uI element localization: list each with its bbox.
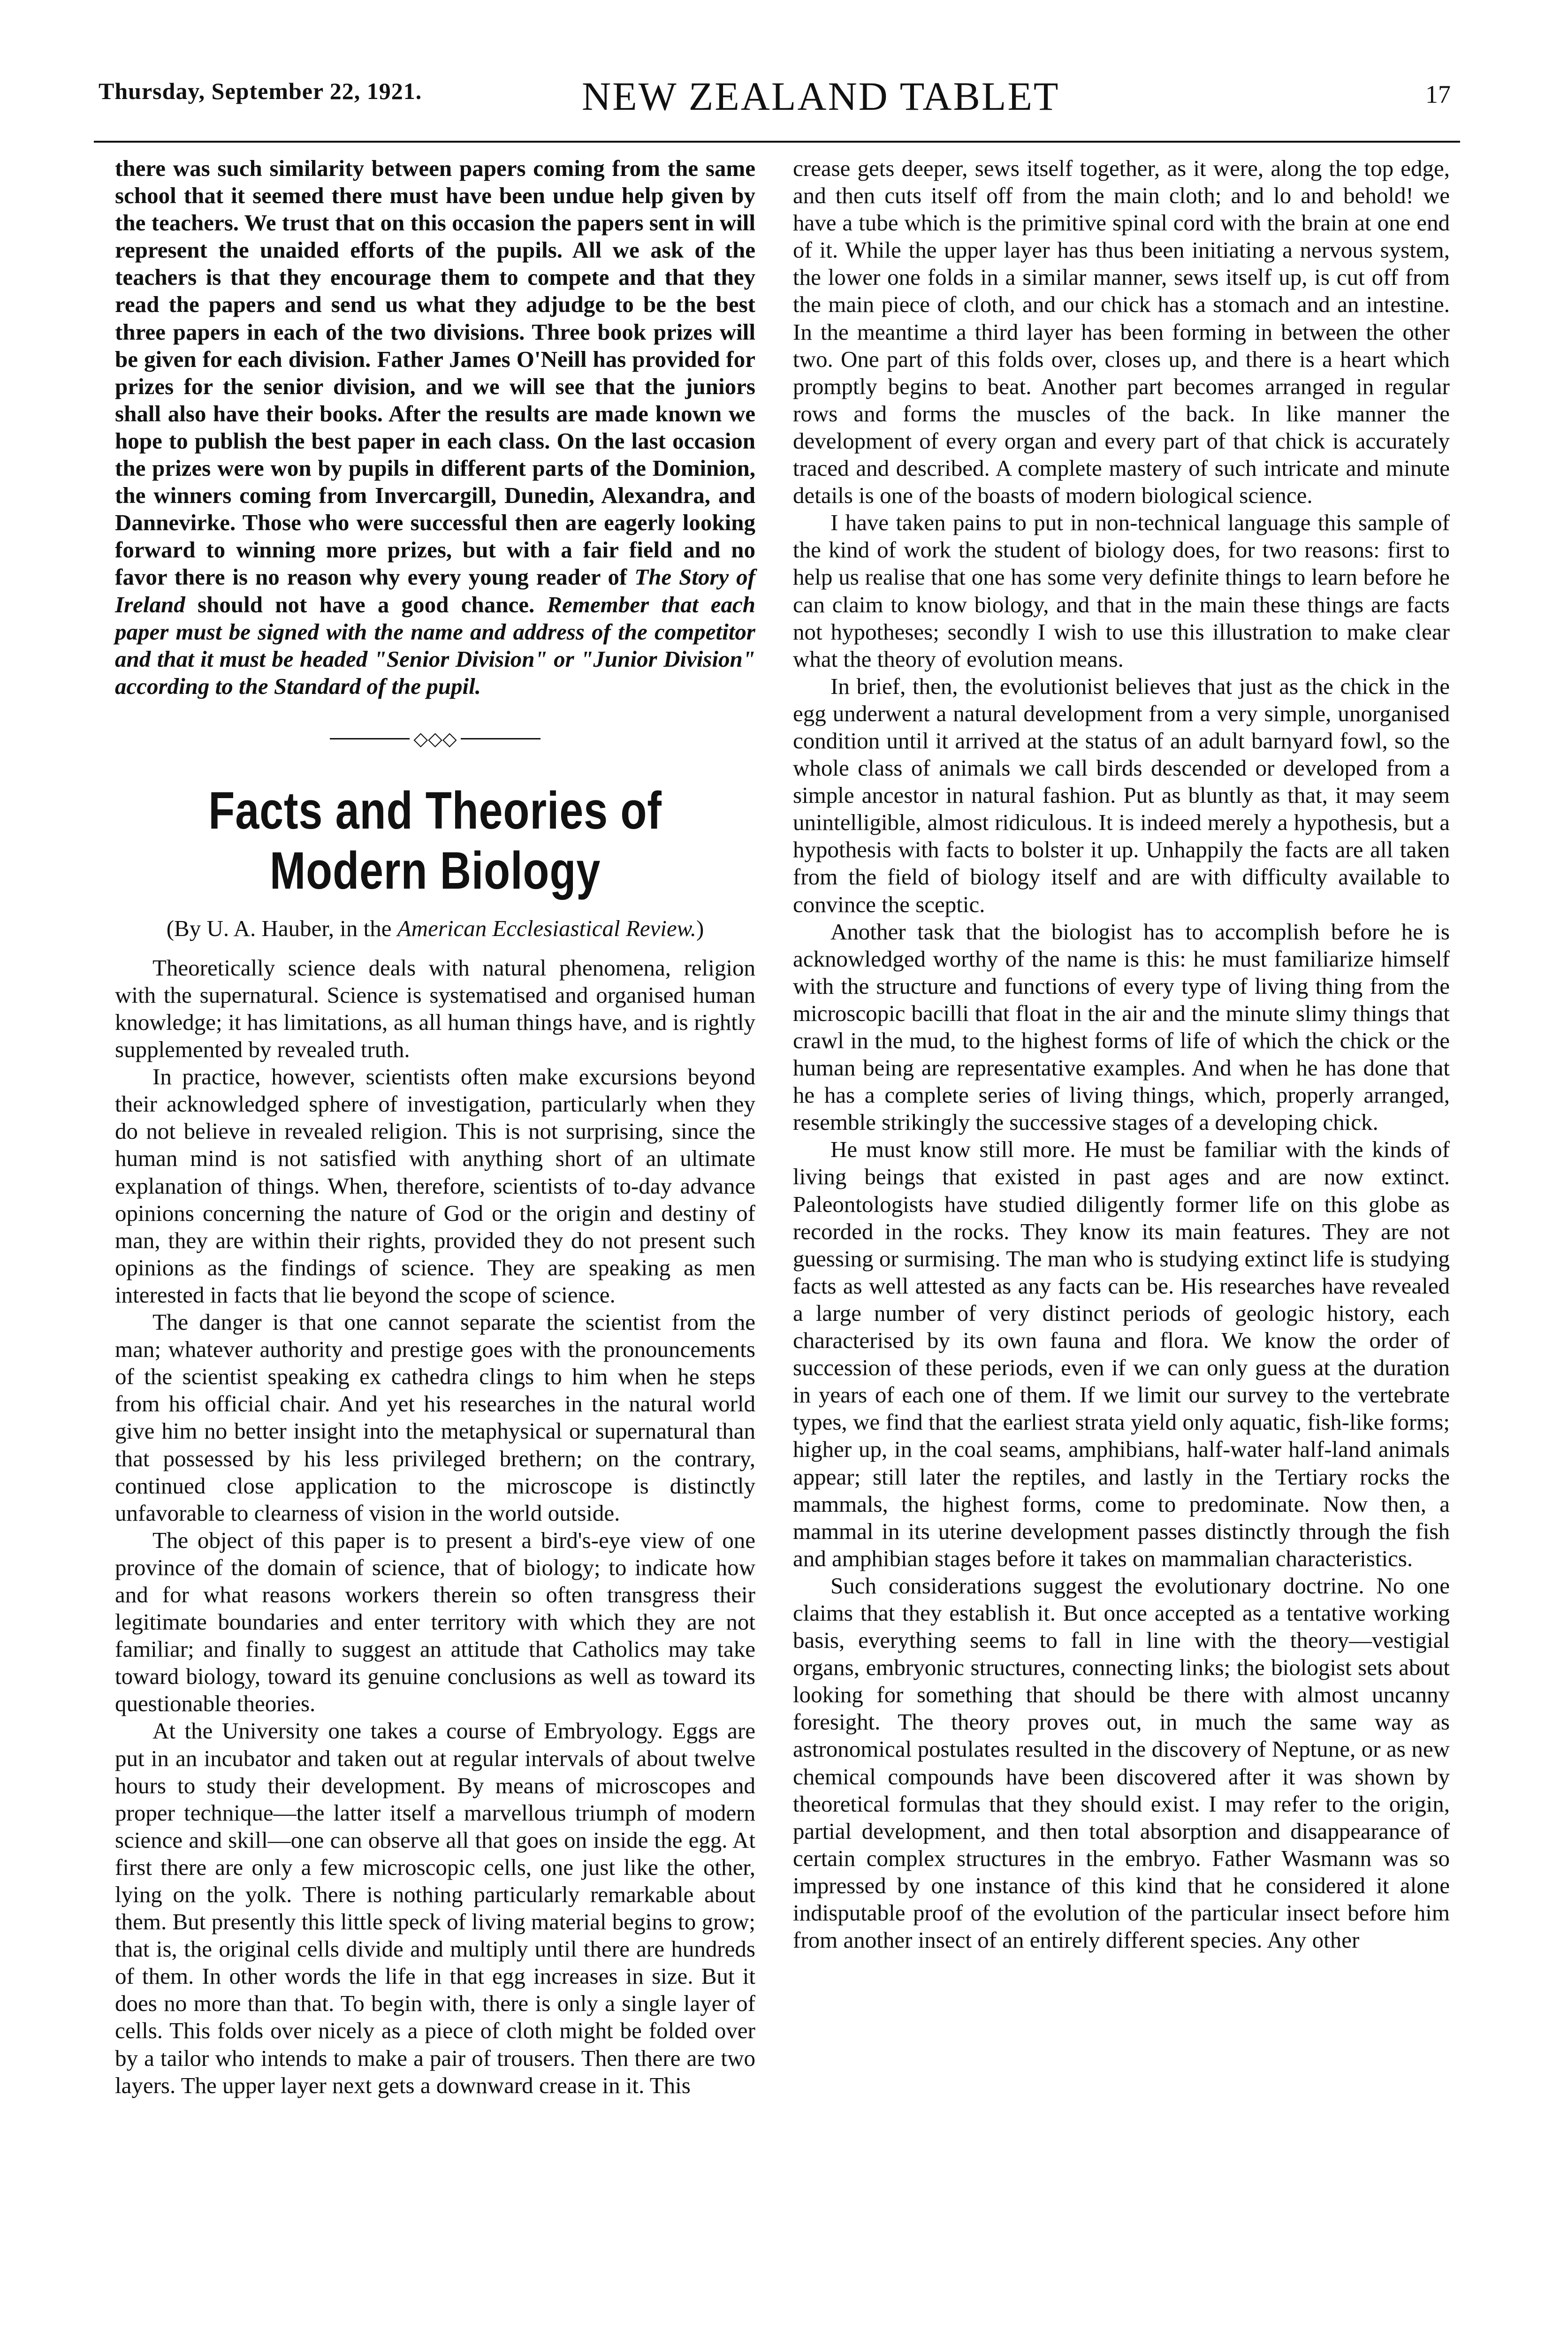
left-column	[115, 155, 755, 2099]
header-date: Thursday, September 22, 1921.	[99, 78, 422, 104]
section-ornament	[115, 724, 755, 753]
byline	[115, 915, 755, 942]
right-column	[793, 155, 1450, 1954]
intro-text: there was such similarity between papers coming from the same school that it seemed there must have been undue help given by the teachers. We trust that on this occasion the papers sent in will represent the unaided efforts of the pupils. All we ask of the teachers is that they encourage them to compete and that they read the papers and send us what they adjudge to be the best three papers in each of the two divisions. Three book prizes will be given for each division. Father James O'Neill has provided for prizes for the senior division, and we will see that the juniors shall also have their books. After the results are made known we hope to publish the best paper in each class. On the last occasion the prizes were won by pupils in different parts of the Dominion, the winners coming from Invercargill, Dunedin, Alexandra, and Dannevirke. Those who were successful then are eagerly looking forward to winning more prizes, but with a fair field and no favor there is no reason why every young reader of	[115, 155, 755, 590]
ornament-diamonds: ◇◇◇	[413, 728, 457, 749]
intro-tail: should not have a good chance.	[185, 591, 547, 617]
header-title: NEW ZEALAND TABLET	[582, 74, 1060, 119]
intro-instructions: Remember that each paper must be signed with the name and address of the competitor and that it must be headed "Senior Division" or "Junior Division" according to the Standard of the pupil.	[115, 591, 755, 699]
paragraph: He must know still more. He must be familiar with the kinds of living beings that existed in past ages and are now extinct. Paleontologists have studied diligently former life on this globe as recorded in the rocks. They know its main features. They are not guessing or surmising. The man who is studying extinct life is studying facts as well attested as any facts can be. His researches have revealed a large number of very distinct periods of geologic history, each characterised by its own fauna and flora. We know the order of succession of these periods, even if we can only guess at the duration in years of each one of them. If we limit our survey to the vertebrate types, we find that the earliest strata yield only aquatic, fish-like forms; higher up, in the coal seams, amphibians, half-water half-land animals appear; still later the reptiles, and lastly in the Tertiary rocks the mammals, the highest forms, come to predominate. Now then, a mammal in its uterine development passes distinctly through the fish and amphibian stages before it takes on mammalian characteristics.	[793, 1136, 1450, 1571]
paragraph: Such considerations suggest the evolutionary doctrine. No one claims that they establish it. But once accepted as a tentative working basis, everything seems to fall in line with the theory—vestigial organs, embryonic structures, connecting links; the biologist sets about looking for something that should be there with almost uncanny foresight. The theory proves out, in much the same way as astronomical postulates resulted in the discovery of Neptune, or as new chemical compounds have been discovered after it was shown by theoretical formulas that they should exist. I may refer to the origin, partial development, and then total absorption and disappearance of certain complex structures in the embryo. Father Wasmann was so impressed by one instance of this kind that he considered it alone indisputable proof of the evolution of the particular insect before him from another insect of an entirely different species. Any other	[793, 1572, 1450, 1953]
ornament-rule-left	[330, 738, 410, 739]
intro-paragraph	[115, 155, 755, 700]
ornament-rule-right	[461, 738, 540, 739]
header-divider	[94, 141, 1460, 143]
byline-source: American Ecclesiastical Review.	[397, 915, 696, 941]
paragraph: In brief, then, the evolutionist believes that just as the chick in the egg underwent a natural development from a very simple, unorganised condition until it arrived at the status of an adult barnyard fowl, so the whole class of animals we call birds descended or developed from a simple ancestor in natural fashion. Put as bluntly as that, it may seem unintelligible, almost ridiculous. It is indeed merely a hypothesis, but a hypothesis with facts to bolster it up. Unhappily the facts are all taken from the field of biology itself and are with difficulty available to convince the sceptic.	[793, 673, 1450, 917]
byline-suffix: )	[696, 915, 704, 941]
paragraph: The object of this paper is to present a bird's-eye view of one province of the domain of science, that of biology; to indicate how and for what reasons workers therein so often transgress their legitimate boundaries and enter territory with which they are not familiar; and finally to suggest an attitude that Catholics may take toward biology, toward its genuine conclusions as well as toward its questionable theories.	[115, 1527, 755, 1717]
paragraph: crease gets deeper, sews itself together, as it were, along the top edge, and then cuts itself off from the main cloth; and lo and behold! we have a tube which is the primitive spinal cord with the brain at one end of it. While the upper layer has thus been initiating a nervous system, the lower one folds in a similar manner, sews itself up, is cut off from the main piece of cloth, and our chick has a stomach and an intestine. In the meantime a third layer has been forming in between the other two. One part of this folds over, closes up, and there is a heart which promptly begins to beat. Another part becomes arranged in regular rows and forms the muscles of the back. In like manner the development of every organ and every part of that chick is accurately traced and described. A complete mastery of such intricate and minute details is one of the boasts of modern biological science.	[793, 155, 1450, 509]
paragraph: I have taken pains to put in non-technical language this sample of the kind of work the student of biology does, for two reasons: first to help us realise that one has some very definite things to learn before he can claim to know biology, and that in the main these things are facts not hypotheses; secondly I wish to use this illustration to make clear what the theory of evolution means.	[793, 510, 1450, 672]
paragraph: Theoretically science deals with natural phenomena, religion with the supernatural. Science is systematised and organised human knowledge; it has limitations, as all human things have, and is rightly supplemented by revealed truth.	[115, 954, 755, 1063]
article-title: Facts and Theories of Modern Biology	[208, 781, 662, 900]
byline-prefix: (By U. A. Hauber, in the	[166, 915, 397, 941]
paragraph: Another task that the biologist has to accomplish before he is acknowledged worthy of the name is this: he must familiarize himself with the structure and functions of every type of living thing from the microscopic bacilli that float in the air and the minute slimy things that crawl in the mud, to the highest forms of life of which the chick or the human being are representative examples. And when he has done that he has a complete series of living things, which, properly arranged, resemble strikingly the successive stages of a developing chick.	[793, 918, 1450, 1135]
page-number: 17	[1425, 80, 1451, 108]
paragraph: At the University one takes a course of Embryology. Eggs are put in an incubator and taken out at regular intervals of about twelve hours to study their development. By means of microscopes and proper technique—the latter itself a marvellous triumph of modern science and skill—one can observe all that goes on inside the egg. At first there are only a few microscopic cells, one just like the other, lying on the yolk. There is nothing particularly remarkable about them. But presently this little speck of living material begins to grow; that is, the original cells divide and multiply until there are hundreds of them. In other words the life in that egg increases in size. But it does no more than that. To begin with, there is only a single layer of cells. This folds over nicely as a piece of cloth might be folded over by a tailor who intends to make a pair of trousers. Then there are two layers. The upper layer next gets a downward crease in it. This	[115, 1718, 755, 2098]
paragraph: The danger is that one cannot separate the scientist from the man; whatever authority and prestige goes with the pronouncements of the scientist speaking ex cathedra clings to him when he steps from his official chair. And yet his researches in the natural world give him no better insight into the metaphysical or supernatural than that possessed by his less privileged brethern; on the contrary, continued close application to the microscope is distinctly unfavorable to clearness of vision in the world outside.	[115, 1309, 755, 1526]
intro-book-title: The Story of Ireland	[115, 564, 755, 617]
paragraph: In practice, however, scientists often make excursions beyond their acknowledged sphere of investigation, particularly when they do not believe in revealed religion. This is not surprising, since the human mind is not satisfied with anything short of an ultimate explanation of things. When, therefore, scientists of to-day advance opinions concerning the nature of God or the origin and destiny of man, they are within their rights, provided they do not present such opinions as the findings of science. They are speaking as men interested in facts that lie beyond the scope of science.	[115, 1064, 755, 1308]
